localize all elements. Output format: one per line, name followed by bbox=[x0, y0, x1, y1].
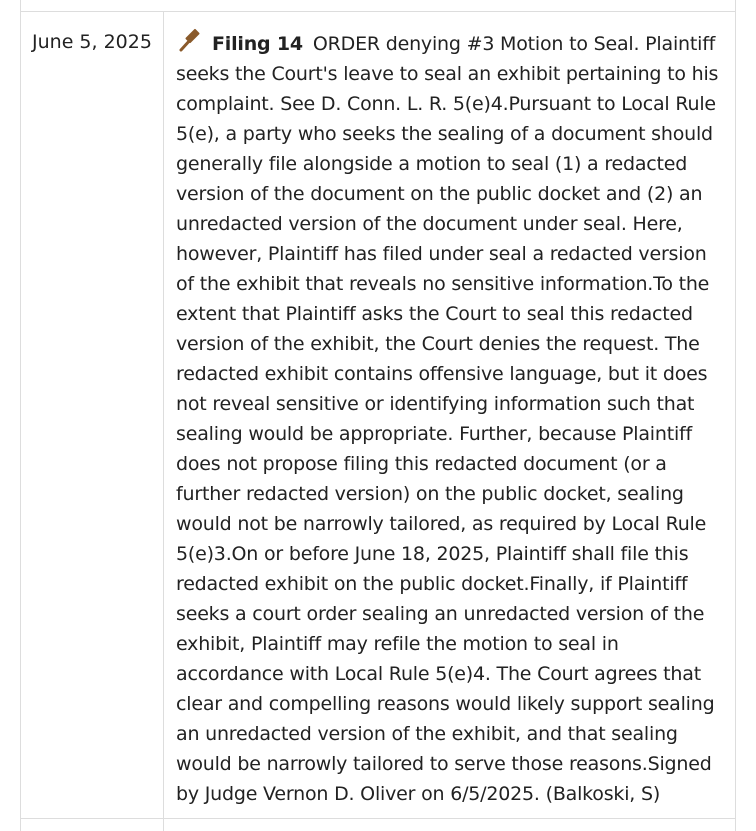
column-divider bbox=[163, 11, 164, 831]
entry-date: June 5, 2025 bbox=[32, 31, 152, 53]
gavel-icon bbox=[176, 28, 204, 54]
table-row-border bbox=[21, 818, 735, 819]
entry-body: ORDER denying #3 Motion to Seal. Plaintiff seeks the Court's leave to seal an exhibit pertaining to his complaint. See D. Conn. L. R. 5(e)4.Pursuant to Local Rule 5(e), a party who seeks the sealing of a document should generally file alongside a motion to seal (1) a redacted version of the document on the public docket and (2) an unredacted version of the document under seal. Here, however, Plaintiff has filed under seal a redacted version of the exhibit that reveals no sensitive information.To the extent that Plaintiff asks the Court to seal this redacted version of the exhibit, the Court denies the request. The redacted exhibit contains offensive language, but it does not reveal sensitive or identifying information such that sealing would be appropriate. Further, because Plaintiff does not propose filing this redacted document (or a further redacted version) on the public docket, sealing would not be narrowly tailored, as required by Local Rule 5(e)3.On or before June 18, 2025, Plaintiff shall file this redacted exhibit on the public docket.Finally, if Plaintiff seeks a court order sealing an unredacted version of the exhibit, Plaintiff may refile the motion to seal in accordance with Local Rule 5(e)4. The Court agrees that clear and compelling reasons would likely support sealing an unredacted version of the exhibit, and that sealing would be narrowly tailored to serve those reasons.Signed by Judge Vernon D. Oliver on 6/5/2025. (Balkoski, S) bbox=[176, 33, 719, 805]
docket-table bbox=[20, 0, 736, 831]
docket-entry-text bbox=[176, 28, 726, 809]
filing-number[interactable]: Filing 14 bbox=[212, 33, 303, 55]
table-top-border bbox=[21, 11, 735, 12]
